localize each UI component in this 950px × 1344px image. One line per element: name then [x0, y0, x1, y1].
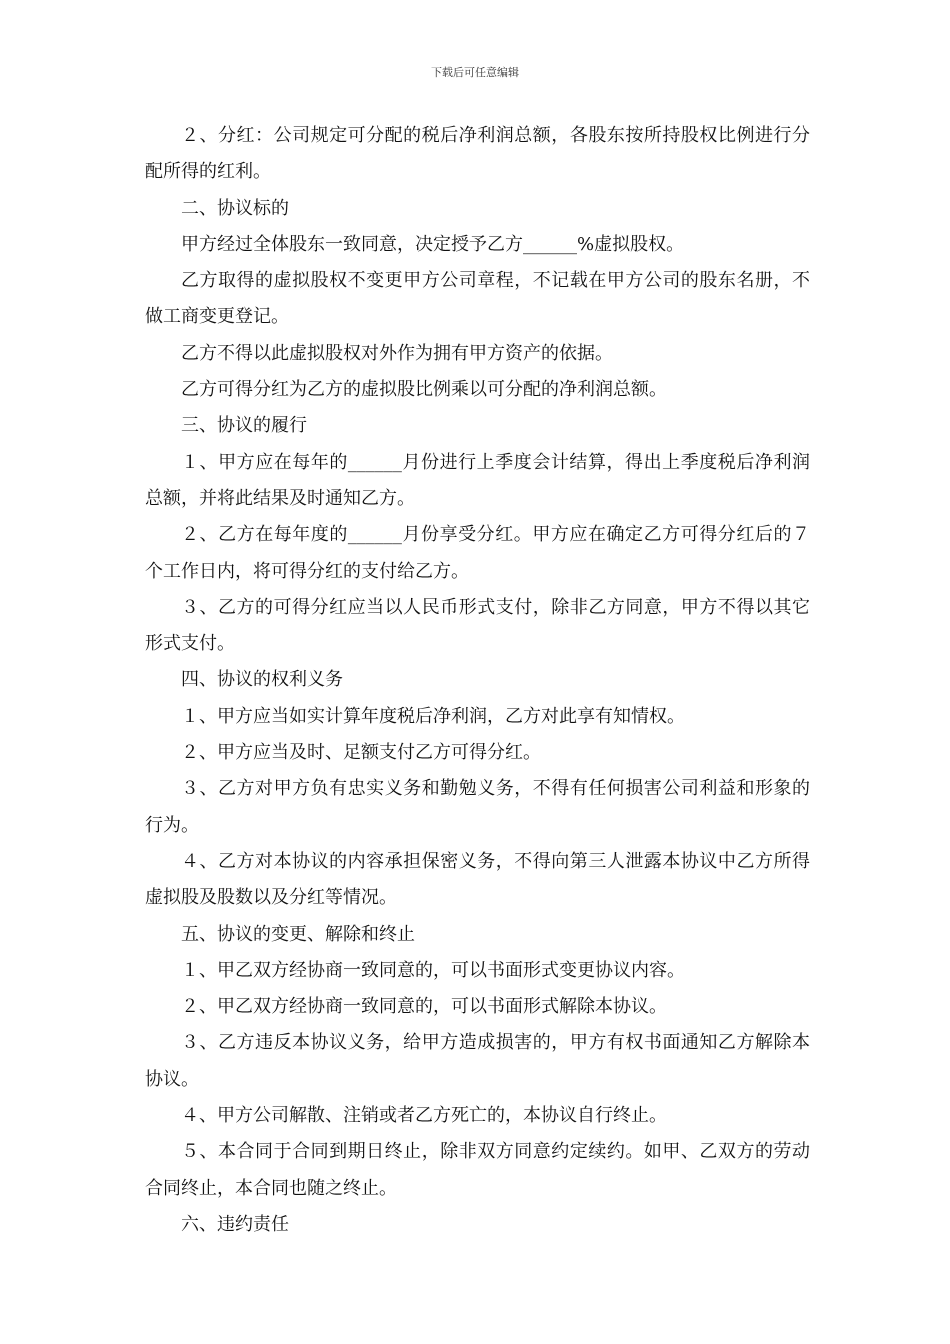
section-heading: 六、违约责任: [181, 1213, 289, 1235]
paragraph: ２、甲乙双方经协商一致同意的，可以书面形式解除本协议。: [181, 996, 667, 1018]
paragraph: 甲方经过全体股东一致同意，决定授予乙方______%虚拟股权。: [181, 233, 685, 255]
paragraph: ３、乙方的可得分红应当以人民币形式支付，除非乙方同意，甲方不得以其它形式支付。: [145, 596, 810, 655]
paragraph: 乙方可得分红为乙方的虚拟股比例乘以可分配的净利润总额。: [181, 379, 667, 401]
section-heading: 五、协议的变更、解除和终止: [181, 923, 415, 945]
paragraph: １、甲乙双方经协商一致同意的，可以书面形式变更协议内容。: [181, 959, 685, 981]
paragraph: ２、分红：公司规定可分配的税后净利润总额，各股东按所持股权比例进行分配所得的红利。: [145, 125, 810, 183]
section-heading: 四、协议的权利义务: [181, 669, 343, 691]
paragraph: ３、乙方违反本协议义务，给甲方造成损害的，甲方有权书面通知乙方解除本协议。: [145, 1032, 810, 1090]
paragraph: ４、甲方公司解散、注销或者乙方死亡的，本协议自行终止。: [181, 1105, 667, 1127]
paragraph: １、甲方应在每年的______月份进行上季度会计结算，得出上季度税后净利润总额，并将此结果及时通知乙方。: [145, 451, 810, 509]
paragraph: ５、本合同于合同到期日终止，除非双方同意约定续约。如甲、乙双方的劳动合同终止，本合同也随之终止。: [145, 1141, 810, 1199]
paragraph: ２、甲方应当及时、足额支付乙方可得分红。: [181, 742, 541, 764]
paragraph: 乙方取得的虚拟股权不变更甲方公司章程，不记载在甲方公司的股东名册，不做工商变更登记。: [145, 270, 810, 328]
paragraph: ３、乙方对甲方负有忠实义务和勤勉义务，不得有任何损害公司利益和形象的行为。: [145, 778, 810, 836]
page-header: 下载后可任意编辑: [431, 66, 519, 79]
section-heading: 三、协议的履行: [181, 415, 307, 437]
paragraph: １、甲方应当如实计算年度税后净利润，乙方对此享有知情权。: [181, 705, 685, 727]
document-body: [145, 118, 810, 1243]
paragraph: ４、乙方对本协议的内容承担保密义务，不得向第三人泄露本协议中乙方所得虚拟股及股数以及分红等情况。: [145, 850, 810, 909]
paragraph: 乙方不得以此虚拟股权对外作为拥有甲方资产的依据。: [181, 342, 613, 364]
section-heading: 二、协议标的: [181, 197, 289, 219]
paragraph: ２、乙方在每年度的______月份享受分红。甲方应在确定乙方可得分红后的７个工作日内，将可得分红的支付给乙方。: [145, 524, 810, 582]
